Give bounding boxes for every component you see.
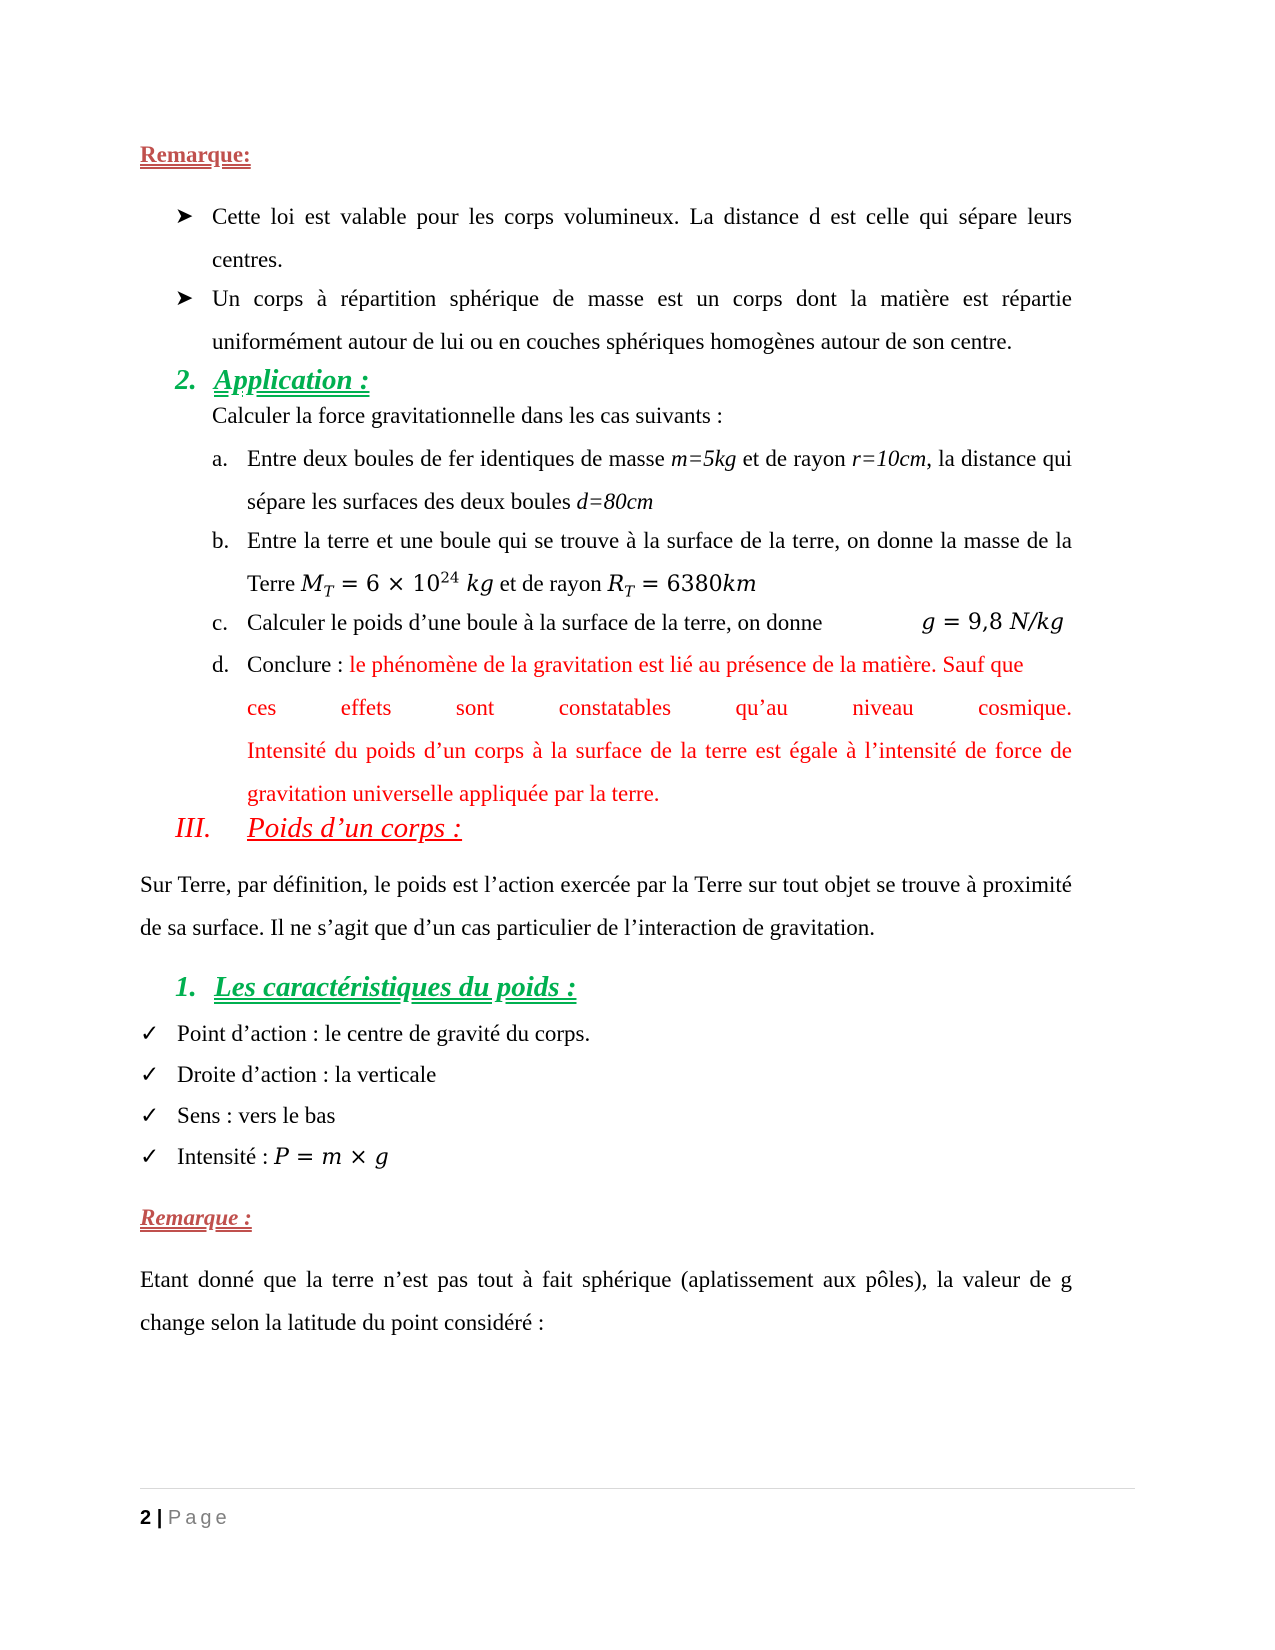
list-item: ✓ Point d’action : le centre de gravité du corps. <box>140 1021 591 1046</box>
list-item <box>212 437 1072 523</box>
section-paragraph: Sur Terre, par définition, le poids est l’action exercée par la Terre sur tout objet se trouve à proximité de sa surface. Il ne s’agit que d’un cas particulier de l’interaction de gravitation. <box>140 872 1072 940</box>
list-item <box>212 601 1072 644</box>
item-b-text: Entre la terre et une boule qui se trouve à la surface de la terre, on donne la masse de la Terre $M_T = 6 \times 10^{24}$ kg et de rayon $R_T = 6380km$ <box>247 528 1072 601</box>
heading-number: 2. <box>175 364 197 396</box>
earth-mass-formula: $M_T = 6 \times 10^{24}$ kg <box>300 568 494 601</box>
list-item <box>175 195 1072 281</box>
application-heading <box>175 364 369 397</box>
item-c-text: Calculer le poids d’une boule à la surface de la terre, on donne <box>247 610 823 635</box>
footer-separator: | <box>156 1507 163 1529</box>
list-item <box>212 519 1072 606</box>
heading-title: Application : <box>214 364 370 396</box>
list-item <box>212 643 1072 815</box>
heading-number: 1. <box>175 971 197 1003</box>
remark-item-text: Un corps à répartition sphérique de masse est un corps dont la matière est répartie uniformément autour de lui ou en couches sphériques homogènes autour de son centre. <box>212 286 1072 354</box>
weight-formula: P = m × g <box>274 1145 389 1170</box>
gravity-formula: g = 9,8 N/kg <box>921 610 1064 635</box>
page-footer <box>140 1507 231 1530</box>
conclusion-line: Intensité du poids d’un corps à la surface de la terre est égale à l’intensité de force de gravitation universelle appliquée par la terre. <box>247 738 1072 806</box>
heading-title: Les caractéristiques du poids : <box>214 971 577 1003</box>
list-item: ✓ Sens : vers le bas <box>140 1103 336 1128</box>
item-marker: d. <box>212 652 230 677</box>
remark-item-text: Cette loi est valable pour les corps volumineux. La distance d est celle qui sépare leurs centres. <box>212 204 1072 272</box>
conclusion-line: Conclure : le phénomène de la gravitation est lié au présence de la matière. Sauf que <box>247 652 1024 677</box>
list-item: ✓ Intensité : P = m × g <box>140 1144 389 1170</box>
list-item <box>175 277 1072 363</box>
check-icon: ✓ <box>140 1062 160 1087</box>
check-icon: ✓ <box>140 1144 160 1169</box>
remark-title: Remarque : <box>140 1205 252 1230</box>
arrow-bullet-icon: ➤ <box>175 285 194 310</box>
conclusion-line: ces effets sont constatables qu’au niveau cosmique. <box>247 695 1072 720</box>
application-intro: Calculer la force gravitationnelle dans les cas suivants : <box>212 403 723 428</box>
heading-number: III. <box>175 812 212 844</box>
heading-title: Poids d’un corps : <box>247 812 463 844</box>
item-marker: b. <box>212 528 230 553</box>
characteristics-heading <box>175 971 577 1004</box>
mass-value: m=5kg <box>671 446 737 471</box>
item-a-text: Entre deux boules de fer identiques de masse m=5kg et de rayon r=10cm, la distance qui sépare les surfaces des deux boules d=80cm <box>247 446 1072 514</box>
conclusion-label: Conclure : <box>247 652 350 677</box>
arrow-bullet-icon: ➤ <box>175 203 194 228</box>
list-item: ✓ Droite d’action : la verticale <box>140 1062 437 1087</box>
item-marker: c. <box>212 610 228 635</box>
item-marker: a. <box>212 446 228 471</box>
check-icon: ✓ <box>140 1021 160 1046</box>
page-number: 2 <box>140 1507 152 1529</box>
radius-value: r=10cm <box>851 446 927 471</box>
item-d-content <box>247 643 1072 815</box>
distance-value: d=80cm <box>576 489 654 514</box>
earth-radius-formula: $R_T = 6380km$ <box>607 572 757 601</box>
page-label: Page <box>167 1507 231 1529</box>
remark-title: Remarque: <box>140 142 251 167</box>
footer-divider <box>140 1488 1135 1489</box>
remark-paragraph: Etant donné que la terre n’est pas tout à fait sphérique (aplatissement aux pôles), la valeur de g change selon la latitude du point considéré : <box>140 1267 1072 1335</box>
check-icon: ✓ <box>140 1103 160 1128</box>
section-heading <box>175 812 463 845</box>
